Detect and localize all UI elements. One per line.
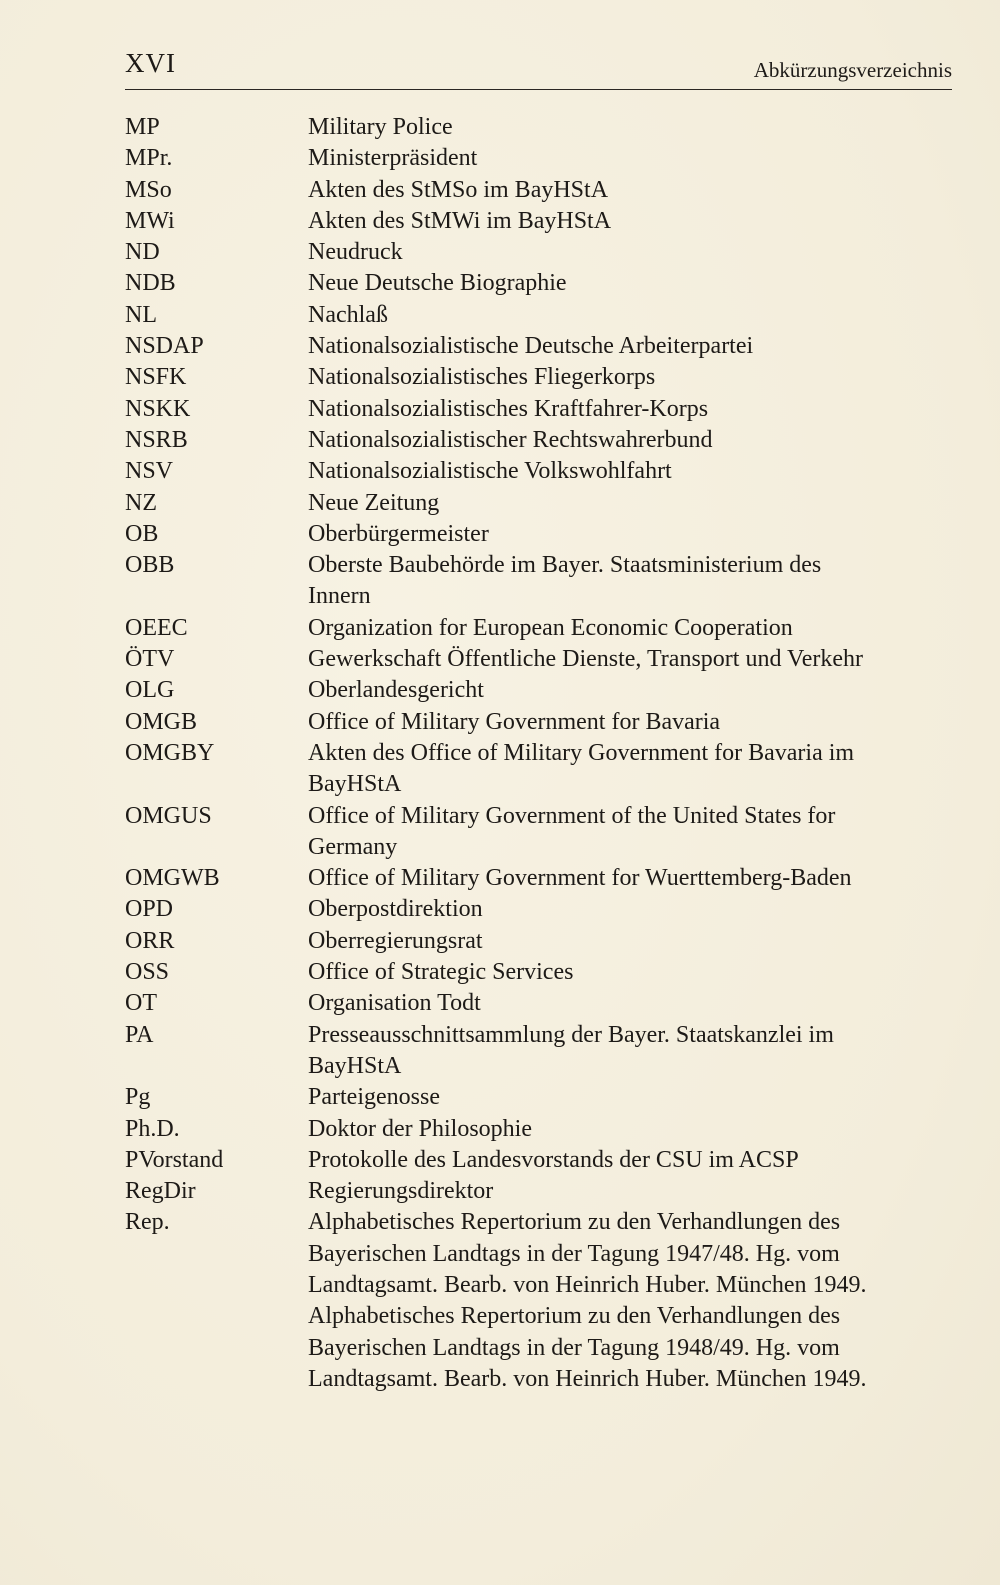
abbreviation-term: NSV	[125, 458, 174, 485]
abbreviation-entry	[125, 550, 952, 613]
definition-line: Oberpostdirektion	[308, 896, 483, 923]
page-number: XVI	[125, 48, 176, 78]
abbreviation-entry	[125, 1207, 952, 1395]
abbreviation-term: Ph.D.	[125, 1115, 180, 1142]
definition-line: Nationalsozialistischer Rechtswahrerbund	[308, 426, 713, 453]
abbreviation-definition	[308, 738, 952, 801]
abbreviation-definition	[308, 957, 952, 988]
definition-line: BayHStA	[308, 1052, 402, 1079]
abbreviation-definition	[308, 237, 952, 268]
definition-line: Presseausschnittsammlung der Bayer. Staatskanzlei im	[308, 1021, 834, 1048]
abbreviation-entry	[125, 707, 952, 738]
abbreviation-entry	[125, 143, 952, 174]
abbreviation-term: OMGB	[125, 708, 198, 735]
abbreviation-entry	[125, 488, 952, 519]
abbreviation-entry	[125, 1082, 952, 1113]
definition-line: Office of Strategic Services	[308, 959, 574, 986]
abbreviation-term: ÖTV	[125, 646, 175, 673]
abbreviation-term: OSS	[125, 959, 170, 986]
abbreviation-entry	[125, 863, 952, 894]
definition-line: Germany	[308, 833, 398, 860]
definition-line: Office of Military Government for Bavaria	[308, 708, 721, 735]
definition-line: Gewerkschaft Öffentliche Dienste, Transport und Verkehr	[308, 646, 863, 673]
section-title: Abkürzungsverzeichnis	[753, 58, 952, 82]
abbreviation-definition	[308, 1020, 952, 1083]
abbreviation-term: MWi	[125, 207, 175, 234]
abbreviation-definition	[308, 362, 952, 393]
abbreviation-entry	[125, 1145, 952, 1176]
abbreviation-term: MPr.	[125, 145, 173, 172]
definition-line: Oberbürgermeister	[308, 520, 489, 547]
definition-line: Oberste Baubehörde im Bayer. Staatsministerium des	[308, 552, 822, 579]
definition-line: Office of Military Government for Wuerttemberg-Baden	[308, 865, 852, 892]
abbreviation-definition	[308, 894, 952, 925]
abbreviation-definition	[308, 863, 952, 894]
definition-line: Innern	[308, 583, 371, 610]
abbreviation-term: ND	[125, 239, 160, 266]
abbreviation-term: OLG	[125, 677, 175, 704]
definition-line: Bayerischen Landtags in der Tagung 1947/48. Hg. vom	[308, 1240, 840, 1267]
definition-line: Akten des StMWi im BayHStA	[308, 207, 612, 234]
abbreviation-entry	[125, 1114, 952, 1145]
abbreviation-term: PA	[125, 1021, 154, 1048]
abbreviation-term: NL	[125, 301, 157, 328]
abbreviation-term: RegDir	[125, 1178, 196, 1205]
abbreviation-entry	[125, 519, 952, 550]
abbreviation-entry	[125, 206, 952, 237]
definition-line: Nationalsozialistische Deutsche Arbeiterpartei	[308, 333, 754, 360]
definition-line: Office of Military Government of the United States for	[308, 802, 836, 829]
abbreviation-definition	[308, 926, 952, 957]
definition-line: BayHStA	[308, 771, 402, 798]
abbreviation-entry	[125, 957, 952, 988]
definition-line: Akten des Office of Military Government for Bavaria im	[308, 739, 855, 766]
header-rule	[125, 89, 952, 90]
abbreviation-entry	[125, 801, 952, 864]
abbreviation-entry	[125, 362, 952, 393]
abbreviation-definition	[308, 112, 952, 143]
abbreviation-definition	[308, 394, 952, 425]
definition-line: Neue Deutsche Biographie	[308, 270, 567, 297]
abbreviation-term: NSKK	[125, 395, 191, 422]
definition-line: Bayerischen Landtags in der Tagung 1948/49. Hg. vom	[308, 1334, 840, 1361]
abbreviation-term: Rep.	[125, 1209, 170, 1236]
abbreviation-term: NSFK	[125, 364, 187, 391]
definition-line: Akten des StMSo im BayHStA	[308, 176, 609, 203]
abbreviation-term: NSRB	[125, 426, 188, 453]
abbreviation-entry	[125, 456, 952, 487]
abbreviation-term: NSDAP	[125, 333, 204, 360]
abbreviation-entry	[125, 675, 952, 706]
abbreviation-definition	[308, 331, 952, 362]
abbreviation-term: OMGBY	[125, 739, 215, 766]
abbreviation-definition	[308, 268, 952, 299]
definition-line: Ministerpräsident	[308, 145, 478, 172]
abbreviation-definition	[308, 707, 952, 738]
abbreviation-term: NDB	[125, 270, 176, 297]
definition-line: Neue Zeitung	[308, 489, 440, 516]
abbreviation-definition	[308, 519, 952, 550]
definition-line: Organization for European Economic Cooperation	[308, 614, 793, 641]
definition-line: Oberregierungsrat	[308, 927, 483, 954]
abbreviation-entry	[125, 1020, 952, 1083]
abbreviation-definition	[308, 488, 952, 519]
abbreviation-entry	[125, 613, 952, 644]
definition-line: Nachlaß	[308, 301, 388, 328]
abbreviation-entry	[125, 894, 952, 925]
abbreviation-term: OBB	[125, 552, 175, 579]
abbreviation-definition	[308, 644, 952, 675]
definition-line: Protokolle des Landesvorstands der CSU im ACSP	[308, 1146, 799, 1173]
abbreviation-definition	[308, 988, 952, 1019]
abbreviation-entry	[125, 926, 952, 957]
abbreviation-definition	[308, 300, 952, 331]
abbreviation-entry	[125, 394, 952, 425]
abbreviation-term: OEEC	[125, 614, 188, 641]
definition-line: Nationalsozialistische Volkswohlfahrt	[308, 458, 672, 485]
abbreviation-definition	[308, 1176, 952, 1207]
definition-line: Doktor der Philosophie	[308, 1115, 532, 1142]
abbreviation-definition	[308, 175, 952, 206]
abbreviation-term: Pg	[125, 1084, 151, 1111]
abbreviation-definition	[308, 801, 952, 864]
abbreviation-entry	[125, 331, 952, 362]
abbreviation-entry	[125, 425, 952, 456]
definition-line: Landtagsamt. Bearb. von Heinrich Huber. München 1949.	[308, 1271, 867, 1298]
abbreviation-term: OB	[125, 520, 159, 547]
abbreviation-list	[125, 112, 952, 1395]
definition-line: Military Police	[308, 114, 453, 140]
abbreviation-definition	[308, 206, 952, 237]
abbreviation-term: OPD	[125, 896, 174, 923]
abbreviation-entry	[125, 988, 952, 1019]
definition-line: Nationalsozialistisches Fliegerkorps	[308, 364, 656, 391]
definition-line: Regierungsdirektor	[308, 1178, 494, 1205]
abbreviation-definition	[308, 1082, 952, 1113]
abbreviation-entry	[125, 112, 952, 143]
abbreviation-definition	[308, 675, 952, 706]
abbreviation-definition	[308, 550, 952, 613]
running-header	[125, 44, 952, 90]
definition-line: Alphabetisches Repertorium zu den Verhandlungen des	[308, 1303, 841, 1330]
abbreviation-term: OMGUS	[125, 802, 212, 829]
definition-line: Organisation Todt	[308, 990, 481, 1017]
abbreviation-entry	[125, 268, 952, 299]
abbreviation-entry	[125, 1176, 952, 1207]
abbreviation-term: NZ	[125, 489, 157, 516]
abbreviation-definition	[308, 613, 952, 644]
abbreviation-entry	[125, 237, 952, 268]
definition-line: Neudruck	[308, 239, 403, 266]
abbreviation-entry	[125, 300, 952, 331]
abbreviation-definition	[308, 1114, 952, 1145]
abbreviation-term: OMGWB	[125, 865, 220, 892]
abbreviation-term: OT	[125, 990, 157, 1017]
abbreviation-definition	[308, 143, 952, 174]
abbreviation-definition	[308, 425, 952, 456]
definition-line: Landtagsamt. Bearb. von Heinrich Huber. München 1949.	[308, 1365, 867, 1392]
abbreviation-definition	[308, 1145, 952, 1176]
abbreviation-term: ORR	[125, 927, 175, 954]
definition-line: Parteigenosse	[308, 1084, 440, 1111]
definition-line: Nationalsozialistisches Kraftfahrer-Korps	[308, 395, 709, 422]
abbreviation-definition	[308, 1207, 952, 1395]
abbreviation-entry	[125, 738, 952, 801]
abbreviation-term: MSo	[125, 176, 172, 203]
abbreviation-term: MP	[125, 114, 160, 140]
abbreviation-entry	[125, 175, 952, 206]
abbreviation-term: PVorstand	[125, 1146, 224, 1173]
definition-line: Alphabetisches Repertorium zu den Verhandlungen des	[308, 1209, 841, 1236]
abbreviation-entry	[125, 644, 952, 675]
definition-line: Oberlandesgericht	[308, 677, 484, 704]
abbreviation-definition	[308, 456, 952, 487]
